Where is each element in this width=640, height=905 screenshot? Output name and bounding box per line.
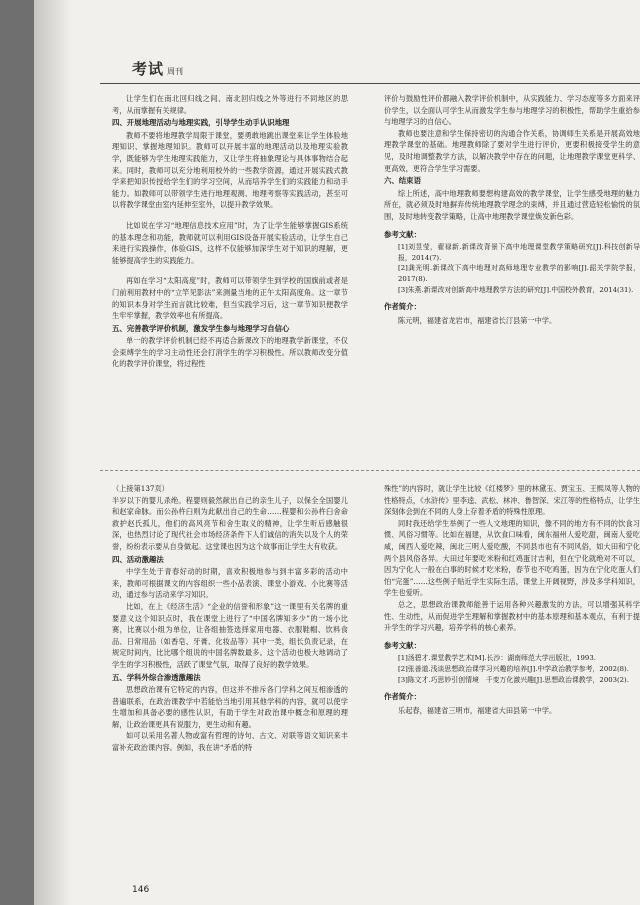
masthead-title: 考试 bbox=[132, 60, 165, 78]
journal-page bbox=[34, 0, 640, 905]
section-heading: 六、结束语 bbox=[384, 176, 421, 186]
author-info: 陈元明，福建省龙岩市，福建省长汀县第一中学。 bbox=[398, 315, 557, 325]
article-1-left-column bbox=[112, 93, 348, 370]
paragraph: 再如在学习“太阳高度”时，教师可以带领学生到学校的国旗前或者是门前利用教材中的“立竿见影法”来测量当地的正午太阳高度角。这一章节的知识本身对学生而言就比较难，但当实践学习后，这一章节知识便教学生牢牢掌握，教学效率也有所提高。 bbox=[112, 276, 348, 321]
author-heading: 作者简介： bbox=[384, 692, 421, 702]
journal-masthead bbox=[132, 58, 183, 79]
page-number: 146 bbox=[132, 885, 150, 895]
section-heading: 四、活动激趣法 bbox=[112, 554, 164, 564]
references-heading: 参考文献： bbox=[384, 229, 421, 239]
article-1-right-column bbox=[384, 93, 640, 326]
header-rule bbox=[100, 83, 640, 84]
masthead-subtitle: 周刊 bbox=[167, 67, 184, 76]
article-2-left-column bbox=[112, 483, 348, 754]
paragraph: 思想政治课有它特定的内容，但这并不排斥各门学科之间互相渗透的普遍联系，在政治课教学中若能恰当地引用其他学科的内容，就可以使学生增加和具备必要的感性认识，有助于学生对政治课中概念和原理的理解，让政治课更具有说服力，更生动和有趣。 bbox=[112, 685, 348, 729]
paragraph: 中学生处于青春好动的时期，喜欢积极地参与到丰富多彩的活动中来，教师可根据课文的内容组织一些小品表演、课堂小游戏、小比赛等活动，通过参与活动来学习知识。 bbox=[112, 567, 348, 600]
paragraph: 评价与鼓励性评价都融入教学评价机制中，从实践能力、学习态度等多方面来评价学生，以全面认可学生从而激发学生参与地理学习的积极性，帮助学生重拾参与地理学习的自信心。 bbox=[384, 94, 640, 127]
section-heading: 五、学科外综合渗透激趣法 bbox=[112, 672, 201, 682]
paragraph: 单一的教学评价机制已经不再适合新课改下的地理教学新课堂，不仅会束缚学生的学习主动性还会打消学生的学习积极性。所以教师改变分值化的教学评价课堂，将过程性 bbox=[112, 336, 348, 369]
reference-item: [3]陈文才.巧思妙引创情境 千变万化激兴趣[J].思想政治课教学，2003(2). bbox=[398, 675, 629, 684]
article-2-right-column bbox=[384, 483, 640, 716]
paragraph: 教师也要注意和学生保持密切的沟通合作关系，协调师生关系是开展高效地理教学课堂的基础。地理教师除了要对学生进行评价，更要积极接受学生的意见，及时地调整教学方法，以解决教学中存在的问题，让地理教学课堂更科学、更高效，更符合学生学习需要。 bbox=[384, 128, 640, 173]
continuation-note: （上接第137页） bbox=[112, 484, 169, 493]
paragraph: 殊性”的内容时，就让学生比较《红楼梦》里的林黛玉、贾宝玉、王熙凤等人物的性格特点，《水浒传》里李逵、武松、林冲、鲁智深、宋江等的性格特点，让学生深刻体会到在不同的人身上存着矛盾的特殊性原理。 bbox=[384, 484, 640, 517]
article-divider bbox=[100, 470, 640, 471]
reference-item: [2]张善道.浅谈思想政治课学习兴趣的培养[J].中学政治教学参考，2002(8). bbox=[398, 664, 629, 673]
reference-item: [2]龚光明.新课改下高中地理对高师地理专业教学的影响[J].韶关学院学报，2017(8). bbox=[398, 264, 640, 283]
reference-item: [1]汤碧才.课堂教学艺术[M].长沙：湖南师范大学出版社，1993. bbox=[398, 654, 596, 663]
paragraph: 综上所述，高中地理教师要想构建高效的教学课堂，让学生感受地理的魅力所在，就必须及时地摒弃传统地理教学理念的束缚，并且通过营造轻松愉悦的氛围，及时地转变教学策略，让高中地理教学课堂焕发新色彩。 bbox=[384, 188, 640, 221]
reference-item: [3]朱燕.新课改对创新高中地理教学方法的研究[J].中国校外教育，2014(31). bbox=[398, 285, 634, 294]
paragraph: 让学生们在南北回归线之间、南北回归线之外等进行不同地区的思考，从而掌握有关规律。 bbox=[112, 94, 348, 115]
paragraph: 比如，在上《经济生活》“企业的信誉和形象”这一课里有关名牌的重要意义这个知识点时，我在课堂上进行了“中国名牌知多少”的一场小比赛，比赛以小组为单位，让各组抽签选择家用电器、衣服鞋帽、饮料食品、日常用品（如香皂、牙膏、化妆品等）其中一类，组长负责记录，在规定时间内，比比哪个组说的中国名牌数最多。这个活动也极大地调动了学生的学习积极性，活跃了课堂气氛，取得了良好的教学效果。 bbox=[112, 601, 348, 669]
reference-item: [1]刘昱莹，翟禄新.新课改背景下高中地理课堂教学策略研究[J].科技创新导报，2014(7). bbox=[398, 243, 640, 262]
author-info: 乐起春，福建省三明市，福建省大田县第一中学。 bbox=[398, 705, 557, 715]
paragraph: 半岁以下的婴儿杀绝。程婴则毅然献出自己的亲生儿子，以保全全国婴儿和赵家命脉。而公孙杵臼则为此献出自己的生命……程婴和公孙杵臼舍命救护赵氏孤儿，他们的高风亮节和舍生取义的精神，让学生听后感触很深，也热烈讨论了现代社会市场经济条件下人们诚信的消失以及个人的荣誉，纷纷表示要从自身做起。这堂课也因为这个故事而让学生大有收获。 bbox=[112, 495, 348, 551]
section-heading: 五、完善教学评价机制，激发学生参与地理学习自信心 bbox=[112, 323, 290, 333]
paragraph: 比如说在学习“地理信息技术应用”时，为了让学生能够掌握GIS系统的基本理念和功能，教师就可以利用GIS设备开展实验活动，让学生自己来进行实践操作，体验GIS，这样不仅能够加深学生对于知识的理解，更能够提高学生的实践能力。 bbox=[112, 220, 348, 265]
section-heading: 四、开展地理活动与地理实践，引导学生动手认识地理 bbox=[112, 118, 290, 128]
paragraph: 如可以采用名著人物或富有哲理的诗句、古文、对联等语文知识来丰富补充政治课内容。例如，我在讲“矛盾的特 bbox=[112, 731, 348, 753]
author-heading: 作者简介： bbox=[384, 302, 421, 312]
paragraph: 教师不要将地理教学局限于课堂，要勇敢地跳出课堂来让学生体验地理知识、掌握地理知识。教师可以开展丰富的地理活动以及地理实验教学，既能够为学生地理实践能力，又让学生将抽象理论与具体事物结合起来。同时，教师可以充分地利用校外的一些教学资源，通过开展实践式教学来把知识传授给学生们的学习空间，从而培养学生们的实践能力和动手能力。如教师可以带领学生进行地理观测、地理考察等实践活动，甚至可以将教学课堂由室内延伸至室外，以提升教学效果。 bbox=[112, 130, 348, 210]
paragraph: 同时我还给学生举例了一些人文地理的知识，像不同的地方有不同的饮食习惯、风俗习惯等。比如在福建，从饮食口味看，闽东福州人爱吃甜，闽南人爱吃咸，闽西人爱吃辣，闽北三明人爱吃酸，不同县市也有不同风俗，如大田和宁化两个县风俗各异。大田过年要吃米粉和红鸡蛋讨吉利，但在宁化就绝对不可以，因为宁化人一般在白事的时候才吃米粉，春节也不吃鸡蛋，因为在宁化吃蛋人们怕“完蛋”……这些例子贴近学生实际生活，课堂上开阔视野，涉及多学科知识，学生也爱听。 bbox=[384, 518, 640, 598]
references-heading: 参考文献： bbox=[384, 640, 421, 650]
paragraph: 总之，思想政治课教师能善于运用各种兴趣激发的方法，可以增强其科学性、生动性，从而促进学生理解和掌握教材中的基本原理和基本观点，有利于提升学生的学习兴趣，培养学科的核心素养。 bbox=[384, 599, 640, 633]
